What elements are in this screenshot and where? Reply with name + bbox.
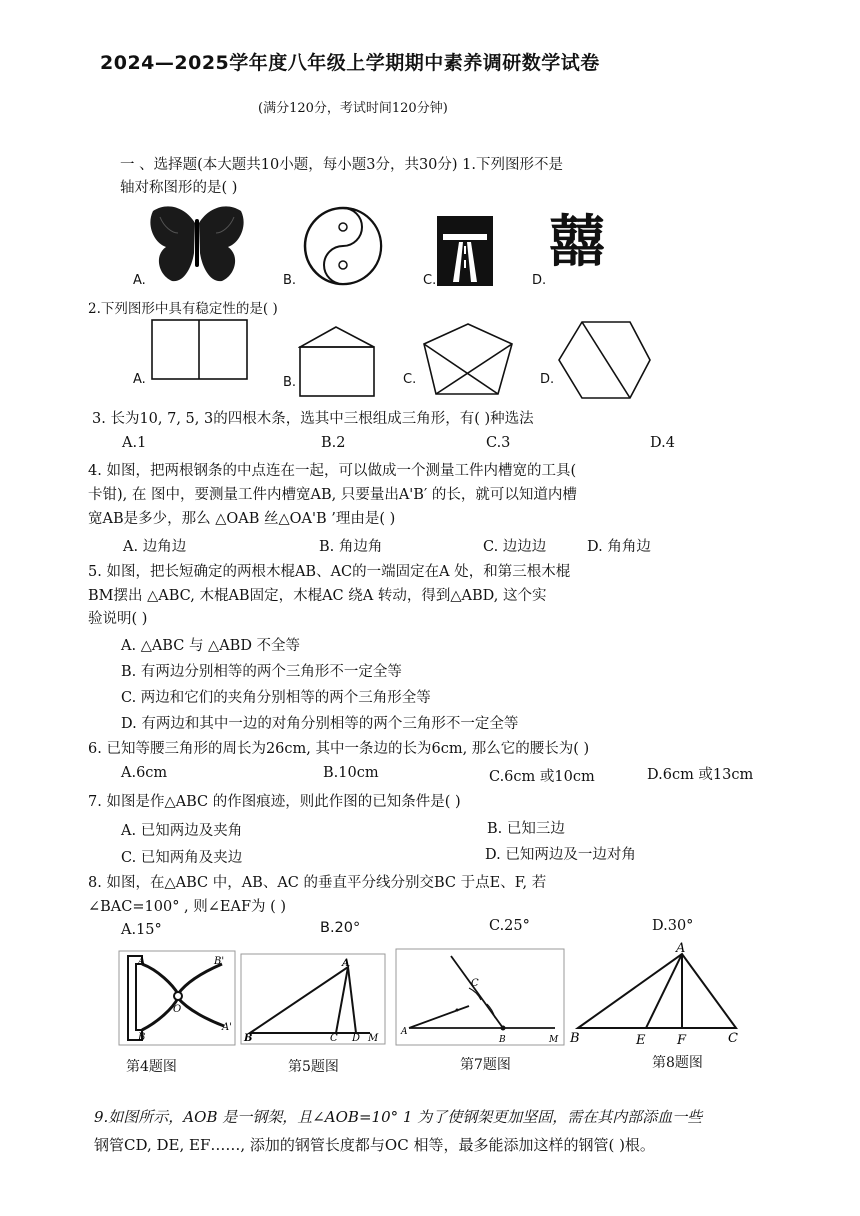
q6-option-b[interactable]: B.10cm xyxy=(323,765,379,781)
q6-text: 6. 已知等腰三角形的周长为26cm, 其中一条边的长为6cm, 那么它的腰长为( ) xyxy=(88,741,590,757)
fig7-label-m: M xyxy=(549,1035,559,1045)
q1-text-line2: 轴对称图形的是( ) xyxy=(120,180,238,196)
q4-text-line1: 4. 如图，把两根钢条的中点连在一起，可以做成一个测量工件内槽宽的工具( xyxy=(88,463,577,479)
q2-option-b-label: B. xyxy=(283,375,297,390)
fig8-label-f: F xyxy=(677,1033,687,1048)
q4-option-b[interactable]: B. 角边角 xyxy=(319,539,383,555)
fig8-label-c: C xyxy=(728,1031,738,1046)
q7-option-a[interactable]: A. 已知两边及夹角 xyxy=(121,823,243,839)
fig5-label-m: M xyxy=(368,1033,379,1044)
fig7-label-b: B xyxy=(499,1035,506,1045)
fig8-label-e: E xyxy=(636,1033,646,1048)
q3-option-c[interactable]: C.3 xyxy=(486,435,511,451)
q6-option-c[interactable]: C.6cm 或10cm xyxy=(489,769,595,785)
q8-option-a[interactable]: A.15° xyxy=(121,922,162,938)
q5-option-d[interactable]: D. 有两边和其中一边的对角分别相等的两个三角形不一定全等 xyxy=(121,716,519,732)
figure-4-calipers xyxy=(118,950,236,1046)
q8-text-line2: ∠BAC=100° , 则∠EAF为 ( ) xyxy=(88,899,287,915)
q4-text-line2: 卡钳), 在 图中，要测量工件内槽宽AB, 只要量出A'B′ 的长，就可以知道内槽 xyxy=(88,487,577,503)
q2-option-c-label: C. xyxy=(403,372,417,387)
fig8-label-b: B xyxy=(570,1031,580,1046)
q5-option-a[interactable]: A. △ABC 与 △ABD 不全等 xyxy=(121,638,301,654)
q7-text: 7. 如图是作△ABC 的作图痕迹，则此作图的已知条件是( ) xyxy=(88,794,461,810)
q1-option-a-label: A. xyxy=(133,273,146,288)
fig5-label-b: B xyxy=(244,1033,253,1044)
q5-text-line2: BM摆出 △ABC, 木棍AB固定，木棍AC 绕A 转动，得到△ABD, 这个实 xyxy=(88,588,547,604)
fig4-label-b: B xyxy=(138,1032,146,1043)
exam-info: (满分120分，考试时间120分钟) xyxy=(258,101,448,116)
q5-text-line3: 验说明( ) xyxy=(88,611,148,627)
q3-option-b[interactable]: B.2 xyxy=(321,435,346,451)
pentagon-triangulated-figure xyxy=(420,322,516,398)
figure-5-triangles xyxy=(240,953,386,1045)
q7-option-c[interactable]: C. 已知两角及夹边 xyxy=(121,850,243,866)
q6-option-a[interactable]: A.6cm xyxy=(121,765,168,781)
fig7-label-c: C xyxy=(471,978,479,989)
figure-8-caption: 第8题图 xyxy=(652,1055,703,1071)
figure-7-caption: 第7题图 xyxy=(460,1057,511,1073)
fig8-label-a: A xyxy=(676,941,686,956)
figure-5-caption: 第5题图 xyxy=(288,1059,339,1075)
q3-text: 3. 长为10, 7, 5, 3的四根木条，选其中三根组成三角形，有( )种选法 xyxy=(92,411,534,427)
q9-text-line1: 9.如图所示，AOB 是一钢架，且∠AOB=10° 1 为了使钢架更加坚固，需在其内部添血一些 xyxy=(94,1108,703,1126)
rectangle-split-figure xyxy=(150,318,250,382)
fig4-label-a: A xyxy=(138,956,146,967)
q8-option-b[interactable]: B.20° xyxy=(320,920,361,936)
q8-option-c[interactable]: C.25° xyxy=(489,918,530,934)
q2-text: 2.下列图形中具有稳定性的是( ) xyxy=(88,301,278,317)
fig4-label-b-prime: B' xyxy=(214,956,225,967)
house-figure xyxy=(298,325,378,399)
fig5-label-a: A xyxy=(342,958,350,969)
q1-option-b-label: B. xyxy=(283,273,297,288)
q5-option-b[interactable]: B. 有两边分别相等的两个三角形不一定全等 xyxy=(121,664,402,680)
fig7-label-a: A xyxy=(401,1027,408,1037)
q8-option-d[interactable]: D.30° xyxy=(652,918,694,934)
q2-option-a-label: A. xyxy=(133,372,146,387)
q1-option-d-label: D. xyxy=(532,273,547,288)
q2-option-d-label: D. xyxy=(540,372,555,387)
page-title: 2024—2025学年度八年级上学期期中素养调研数学试卷 xyxy=(100,52,600,74)
fig5-label-d: D xyxy=(352,1033,361,1044)
fig5-label-c: C xyxy=(330,1033,338,1044)
q3-option-d[interactable]: D.4 xyxy=(650,435,675,451)
q4-text-line3: 宽AB是多少，那么 △OAB 丝△OA'B ’理由是( ) xyxy=(88,511,396,527)
q1-option-c-label: C. xyxy=(423,273,437,288)
q4-option-a[interactable]: A. 边角边 xyxy=(123,539,187,555)
q7-option-b[interactable]: B. 已知三边 xyxy=(487,821,565,837)
double-happiness-glyph: 囍 xyxy=(549,210,605,275)
q3-option-a[interactable]: A.1 xyxy=(122,435,147,451)
fig4-label-o: O xyxy=(173,1004,182,1015)
q8-text-line1: 8. 如图，在△ABC 中，AB、AC 的垂直平分线分别交BC 于点E、F, 若 xyxy=(88,875,547,891)
q5-option-c[interactable]: C. 两边和它们的夹角分别相等的两个三角形全等 xyxy=(121,690,431,706)
q9-text-line2: 钢管CD, DE, EF……, 添加的钢管长度都与OC 相等，最多能添加这样的钢管( )根。 xyxy=(94,1136,655,1154)
highway-sign-image xyxy=(437,216,493,286)
figure-4-caption: 第4题图 xyxy=(126,1059,177,1075)
fig4-label-a-prime: A' xyxy=(222,1022,232,1033)
q1-text-line1: 一 、选择题(本大题共10小题，每小题3分，共30分) 1.下列图形不是 xyxy=(120,157,563,173)
hexagon-diagonal-figure xyxy=(556,320,652,400)
q5-text-line1: 5. 如图，把长短确定的两根木棍AB、AC的一端固定在A 处，和第三根木棍 xyxy=(88,564,571,580)
q4-option-d[interactable]: D. 角角边 xyxy=(587,539,651,555)
figure-8-triangle xyxy=(568,938,744,1048)
q4-option-c[interactable]: C. 边边边 xyxy=(483,539,547,555)
figure-7-construction xyxy=(395,948,565,1046)
yin-yang-image xyxy=(302,205,384,287)
q7-option-d[interactable]: D. 已知两边及一边对角 xyxy=(485,847,636,863)
butterfly-image xyxy=(148,203,246,285)
q6-option-d[interactable]: D.6cm 或13cm xyxy=(647,767,754,783)
